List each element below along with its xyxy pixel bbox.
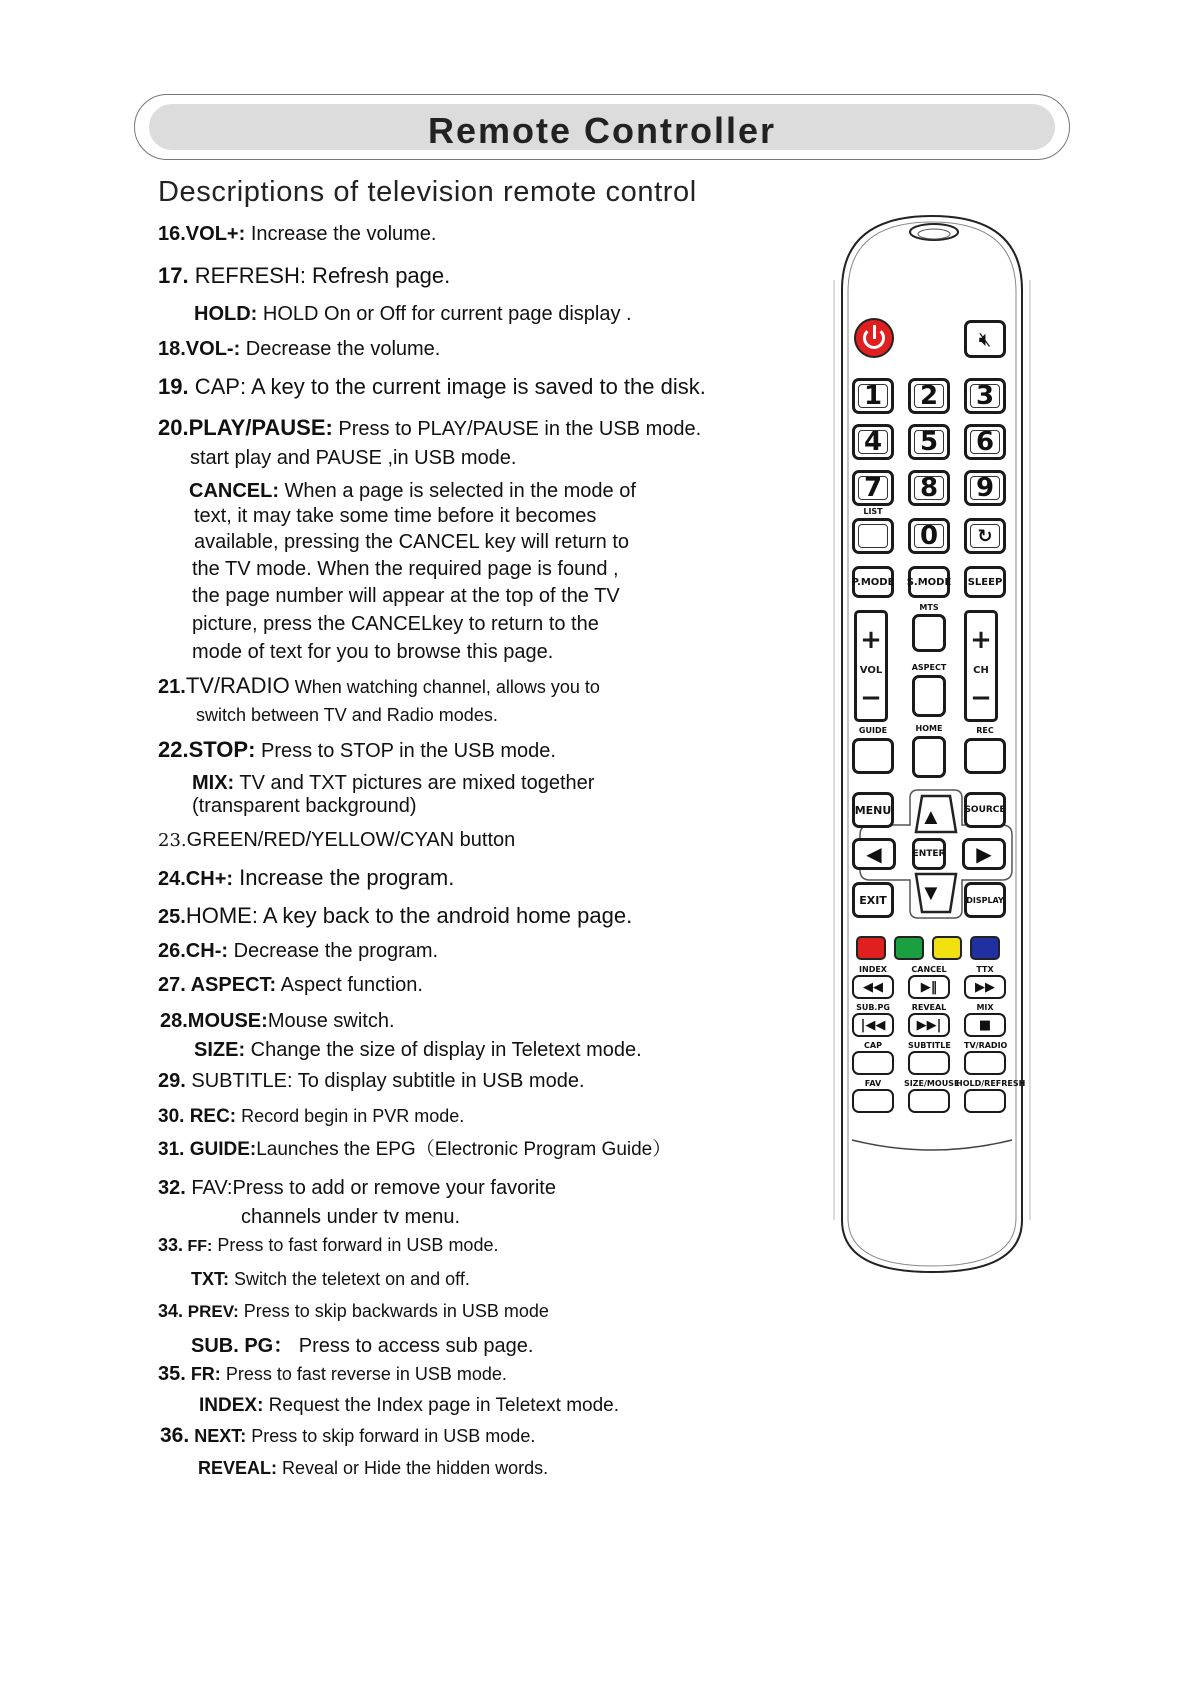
cap-button[interactable] (852, 1051, 894, 1075)
subtitle-button[interactable] (908, 1051, 950, 1075)
fav-label: FAV (864, 1079, 882, 1088)
item-key: HOLD: (194, 303, 258, 325)
item-number: 33. (158, 1235, 184, 1255)
number-7-button[interactable]: 7 (852, 470, 894, 506)
item-number: 36. (160, 1424, 190, 1447)
number-9-button[interactable]: 9 (964, 470, 1006, 506)
item-number: 34. (158, 1301, 184, 1321)
desc-20-b: start play and PAUSE ,in USB mode. (190, 447, 517, 469)
power-button[interactable] (854, 318, 894, 358)
menu-button[interactable]: MENU (852, 792, 894, 828)
item-number: 20.PLAY/PAUSE: (158, 415, 333, 440)
item-text: FAV:Press to add or remove your favorite (185, 1177, 556, 1199)
cancel-label: CANCEL (911, 965, 947, 974)
item-text: Increase the volume. (245, 223, 437, 245)
desc-33-txt (191, 1267, 470, 1291)
item-key: SUB. PG： (191, 1335, 294, 1357)
item-text: HOLD On or Off for current page display . (257, 303, 632, 325)
fast-forward-icon: ▶▶ (975, 979, 995, 995)
desc-23 (158, 828, 515, 853)
item-key: CANCEL: (189, 480, 279, 502)
page-title: Remote Controller (427, 110, 777, 151)
fast-reverse-icon: ◀◀ (863, 979, 883, 995)
desc-22-mix (192, 771, 594, 795)
title-banner-fill (149, 104, 1055, 150)
source-button[interactable]: SOURCE (964, 792, 1006, 828)
desc-19 (158, 375, 706, 399)
sleep-button[interactable]: SLEEP (964, 566, 1006, 598)
item-text: GREEN/RED/YELLOW/CYAN button (186, 829, 516, 851)
item-text: Reveal or Hide the hidden words. (277, 1458, 549, 1478)
left-arrow-icon: ◀ (866, 842, 882, 866)
prev-button[interactable] (852, 1013, 894, 1037)
desc-36 (160, 1424, 535, 1448)
item-text: Press to access sub page. (293, 1335, 534, 1357)
desc-35 (158, 1362, 507, 1386)
item-key: TXT: (191, 1269, 229, 1289)
desc-35-index (199, 1394, 619, 1418)
left-button[interactable] (852, 838, 896, 870)
desc-20-i: mode of text for you to browse this page. (192, 641, 554, 663)
item-number: 19. (158, 374, 189, 399)
remote-control-illustration (822, 210, 1042, 1280)
next-button[interactable] (908, 1013, 950, 1037)
number-6-button[interactable]: 6 (964, 424, 1006, 460)
tvradio-label: TV/RADIO (964, 1041, 1008, 1050)
desc-21-b: switch between TV and Radio modes. (196, 705, 498, 725)
yellow-button[interactable] (932, 936, 962, 960)
minus-icon: − (860, 683, 882, 713)
item-text: Mouse switch. (267, 1010, 395, 1032)
section-subtitle: Descriptions of television remote control (158, 176, 697, 208)
number-1-button[interactable]: 1 (852, 378, 894, 414)
item-number: 30. REC: (158, 1106, 237, 1127)
desc-36-reveal (198, 1456, 548, 1480)
aspect-button[interactable] (912, 675, 946, 717)
desc-18 (158, 337, 440, 361)
desc-33 (158, 1233, 498, 1259)
vol-label: VOL (859, 665, 883, 676)
item-text: SUBTITLE: To display subtitle in USB mode. (185, 1070, 585, 1092)
desc-20-f: the TV mode. When the required page is found , (192, 558, 619, 580)
play-pause-icon: ▶‖ (920, 979, 938, 995)
desc-20-h: picture, press the CANCELkey to return to the (192, 613, 599, 635)
recall-icon: ↻ (977, 525, 993, 547)
desc-34-subpg (191, 1334, 533, 1358)
sizemouse-label: SIZE/MOUSE (904, 1079, 960, 1088)
item-number: 23. (158, 830, 187, 851)
item-number: 27. ASPECT: (158, 974, 277, 996)
fav-button[interactable] (852, 1089, 894, 1113)
rec-label: REC (976, 726, 994, 735)
item-number: 35. (158, 1363, 186, 1385)
desc-20-d: text, it may take some time before it becomes (194, 505, 597, 527)
enter-button[interactable]: ENTER (912, 838, 946, 870)
item-text: Change the size of display in Teletext mode. (245, 1039, 642, 1061)
desc-16 (158, 222, 436, 246)
desc-20 (158, 416, 701, 441)
item-key: MIX: (192, 772, 235, 794)
aspect-label: ASPECT (911, 663, 947, 672)
item-key: INDEX: (199, 1395, 264, 1416)
number-4-button[interactable]: 4 (852, 424, 894, 460)
item-text: Press to STOP in the USB mode. (255, 740, 556, 762)
item-text: Press to fast forward in USB mode. (212, 1235, 499, 1255)
reveal-label: REVEAL (911, 1003, 947, 1012)
home-button[interactable] (912, 736, 946, 778)
rec-button[interactable] (964, 738, 1006, 774)
number-8-button[interactable]: 8 (908, 470, 950, 506)
smode-button[interactable]: S.MODE (908, 566, 950, 598)
desc-26 (158, 939, 438, 963)
item-text: Press to skip forward in USB mode. (246, 1426, 536, 1446)
holdrefresh-label: HOLD/REFRESH (956, 1079, 1026, 1088)
item-key: REVEAL: (198, 1458, 278, 1478)
item-key: SIZE: (194, 1039, 246, 1061)
pmode-button[interactable]: P.MODE (852, 566, 894, 598)
right-arrow-icon: ▶ (976, 842, 992, 866)
desc-32-b: channels under tv menu. (241, 1206, 461, 1228)
recall-button[interactable] (964, 518, 1006, 554)
number-3-button[interactable]: 3 (964, 378, 1006, 414)
item-number: 26.CH-: (158, 940, 229, 962)
guide-label: GUIDE (858, 726, 888, 735)
mts-button[interactable] (912, 614, 946, 652)
subtitle-label: SUBTITLE (908, 1041, 951, 1050)
mute-icon: 🔇︎ (978, 327, 992, 351)
fast-reverse-button[interactable] (852, 975, 894, 999)
item-number: 25. (158, 906, 186, 928)
ch-label: CH (973, 665, 989, 676)
item-text: Decrease the volume. (240, 338, 441, 360)
desc-20-g: the page number will appear at the top of the TV (192, 585, 620, 607)
item-text: REFRESH: Refresh page. (188, 263, 451, 288)
item-text: Aspect function. (276, 974, 423, 996)
power-icon-bar (873, 325, 876, 339)
cap-label: CAP (864, 1041, 882, 1050)
blue-button[interactable] (970, 936, 1000, 960)
desc-27 (158, 973, 423, 997)
item-text: When a page is selected in the mode of (279, 480, 636, 502)
title-banner (134, 94, 1070, 160)
desc-24 (158, 866, 454, 891)
item-key: FR: (185, 1364, 221, 1384)
item-key: NEXT: (189, 1426, 247, 1446)
desc-17 (158, 264, 450, 288)
size-mouse-button[interactable] (908, 1089, 950, 1113)
desc-17-hold (194, 302, 632, 326)
stop-button[interactable] (964, 1013, 1006, 1037)
item-number: 28.MOUSE: (160, 1010, 268, 1032)
ttx-label: TTX (976, 965, 994, 974)
item-text: TV/RADIO (185, 673, 290, 698)
number-5-button[interactable]: 5 (908, 424, 950, 460)
channel-rocker[interactable] (964, 610, 998, 722)
item-text-2: When watching channel, allows you to (289, 677, 600, 697)
desc-28 (160, 1009, 395, 1033)
desc-34 (158, 1299, 549, 1324)
home-label: HOME (915, 724, 943, 733)
item-text: Increase the program. (233, 865, 455, 890)
item-text: TV and TXT pictures are mixed together (234, 772, 595, 794)
desc-22-c: (transparent background) (192, 795, 417, 817)
down-arrow-icon[interactable]: ▼ (920, 880, 942, 905)
desc-25 (158, 904, 632, 929)
number-2-button[interactable]: 2 (908, 378, 950, 414)
guide-button[interactable] (852, 738, 894, 774)
desc-32 (158, 1176, 556, 1200)
item-key: PREV: (183, 1302, 239, 1321)
right-button[interactable] (962, 838, 1006, 870)
item-number: 18.VOL-: (158, 338, 241, 360)
green-button[interactable] (894, 936, 924, 960)
subpg-label: SUB.PG (856, 1003, 890, 1012)
item-text: Decrease the program. (228, 940, 439, 962)
item-text: Switch the teletext on and off. (229, 1269, 470, 1289)
item-number: 29. (158, 1070, 186, 1092)
mts-label: MTS (919, 603, 939, 612)
item-text: HOME: A key back to the android home page. (185, 903, 633, 928)
item-text: Press to fast reverse in USB mode. (220, 1364, 507, 1384)
desc-20-cancel (189, 479, 636, 503)
red-button[interactable] (856, 936, 886, 960)
desc-28-size (194, 1038, 642, 1062)
up-arrow-icon[interactable]: ▲ (920, 804, 942, 829)
item-number: 32. (158, 1177, 186, 1199)
list-button[interactable] (852, 518, 894, 554)
desc-29 (158, 1069, 585, 1093)
fast-forward-button[interactable] (964, 975, 1006, 999)
play-pause-button[interactable] (908, 975, 950, 999)
minus-icon: − (970, 683, 992, 713)
item-text: Press to PLAY/PAUSE in the USB mode. (332, 418, 702, 440)
desc-20-e: available, pressing the CANCEL key will return to (194, 531, 630, 553)
item-number: 22.STOP: (158, 737, 256, 762)
skip-back-icon: |◀◀ (860, 1017, 886, 1033)
plus-icon: + (860, 625, 882, 655)
desc-21 (158, 674, 600, 699)
hold-refresh-button[interactable] (964, 1089, 1006, 1113)
item-number: 24.CH+: (158, 868, 234, 890)
item-number: 17. (158, 263, 189, 288)
item-text: Record begin in PVR mode. (236, 1106, 465, 1126)
tvradio-button[interactable] (964, 1051, 1006, 1075)
plus-icon: + (970, 625, 992, 655)
item-number: 21. (158, 676, 186, 698)
display-button[interactable]: DISPLAY (964, 882, 1006, 918)
item-number: 16.VOL+: (158, 223, 246, 245)
item-text: Request the Index page in Teletext mode. (263, 1395, 620, 1416)
desc-31 (158, 1138, 671, 1162)
item-text: Press to skip backwards in USB mode (238, 1301, 549, 1321)
mute-button[interactable] (964, 320, 1006, 358)
mix-label: MIX (976, 1003, 994, 1012)
item-text: CAP: A key to the current image is saved to the disk. (188, 374, 706, 399)
exit-button[interactable]: EXIT (852, 882, 894, 918)
number-0-button[interactable]: 0 (908, 518, 950, 554)
item-text: Launches the EPG（Electronic Program Guide） (256, 1139, 672, 1160)
skip-forward-icon: ▶▶| (916, 1017, 942, 1033)
index-label: INDEX (859, 965, 887, 974)
list-label: LIST (863, 507, 883, 516)
desc-22 (158, 738, 556, 763)
item-key: FF: (183, 1238, 213, 1255)
item-number: 31. GUIDE: (158, 1139, 257, 1160)
volume-rocker[interactable] (854, 610, 888, 722)
stop-icon: ■ (978, 1017, 992, 1033)
desc-30 (158, 1104, 464, 1129)
